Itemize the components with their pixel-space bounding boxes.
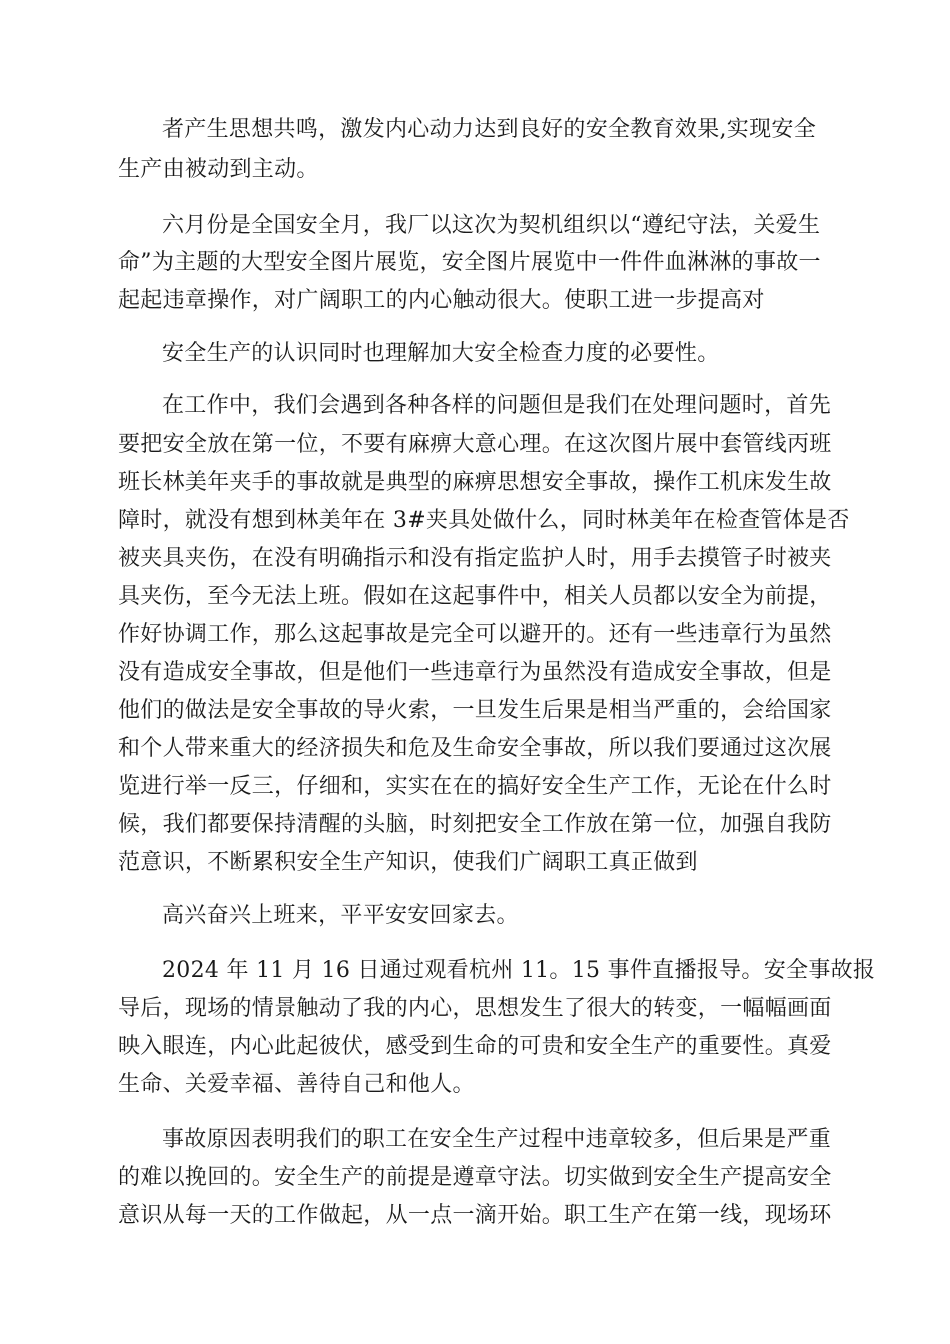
text-line: 的难以挽回的。安全生产的前提是遵章守法。切实做到安全生产提高安全 bbox=[118, 1165, 832, 1190]
text-line: 事故原因表明我们的职工在安全生产过程中违章较多，但后果是严重 bbox=[162, 1127, 832, 1152]
text-line: 范意识，不断累积安全生产知识，使我们广阔职工真正做到 bbox=[118, 850, 698, 875]
text-line: 没有造成安全事故，但是他们一些违章行为虽然没有造成安全事故，但是 bbox=[118, 660, 832, 685]
text-line: 意识从每一天的工作做起，从一点一滴开始。职工生产在第一线，现场环 bbox=[118, 1203, 832, 1228]
text-line: 要把安全放在第一位，不要有麻痹大意心理。在这次图片展中套管线丙班 bbox=[118, 432, 832, 457]
text-line: 他们的做法是安全事故的导火索，一旦发生后果是相当严重的，会给国家 bbox=[118, 698, 832, 723]
text-line: 高兴奋兴上班来，平平安安回家去。 bbox=[162, 903, 519, 928]
text-line: 作好协调工作，那么这起事故是完全可以避开的。还有一些违章行为虽然 bbox=[118, 622, 832, 647]
text-line: 生命、关爱幸福、善待自己和他人。 bbox=[118, 1072, 475, 1097]
text-line: 生产由被动到主动。 bbox=[118, 157, 319, 182]
text-line: 被夹具夹伤，在没有明确指示和没有指定监护人时，用手去摸管子时被夹 bbox=[118, 546, 832, 571]
text-line: 览进行举一反三，仔细和，实实在在的搞好安全生产工作，无论在什么时 bbox=[118, 774, 832, 799]
text-line: 导后，现场的情景触动了我的内心，思想发生了很大的转变，一幅幅画面 bbox=[118, 996, 832, 1021]
text-line: 候，我们都要保持清醒的头脑，时刻把安全工作放在第一位，加强自我防 bbox=[118, 812, 832, 837]
text-line: 班长林美年夹手的事故就是典型的麻痹思想安全事故，操作工机床发生故 bbox=[118, 470, 832, 495]
text-line: 起起违章操作，对广阔职工的内心触动很大。使职工进一步提高对 bbox=[118, 288, 765, 313]
text-line: 障时，就没有想到林美年在 3#夹具处做什么，同时林美年在检查管体是否 bbox=[118, 508, 850, 533]
text-line: 六月份是全国安全月，我厂以这次为契机组织以“遵纪守法，关爱生 bbox=[162, 213, 821, 238]
text-line: 和个人带来重大的经济损失和危及生命安全事故，所以我们要通过这次展 bbox=[118, 736, 832, 761]
text-line: 映入眼连，内心此起彼伏，感受到生命的可贵和安全生产的重要性。真爱 bbox=[118, 1034, 832, 1059]
text-line: 具夹伤，至今无法上班。假如在这起事件中，相关人员都以安全为前提， bbox=[118, 584, 832, 609]
text-line: 命”为主题的大型安全图片展览，安全图片展览中一件件血淋淋的事故一 bbox=[118, 250, 821, 275]
text-line: 安全生产的认识同时也理解加大安全检查力度的必要性。 bbox=[162, 341, 720, 366]
text-line: 者产生思想共鸣，激发内心动力达到良好的安全教育效果,实现安全 bbox=[162, 117, 816, 142]
text-line: 2024 年 11 月 16 日通过观看杭州 11。15 事件直播报导。安全事故报 bbox=[162, 958, 876, 983]
text-line: 在工作中，我们会遇到各种各样的问题但是我们在处理问题时，首先 bbox=[162, 393, 832, 418]
